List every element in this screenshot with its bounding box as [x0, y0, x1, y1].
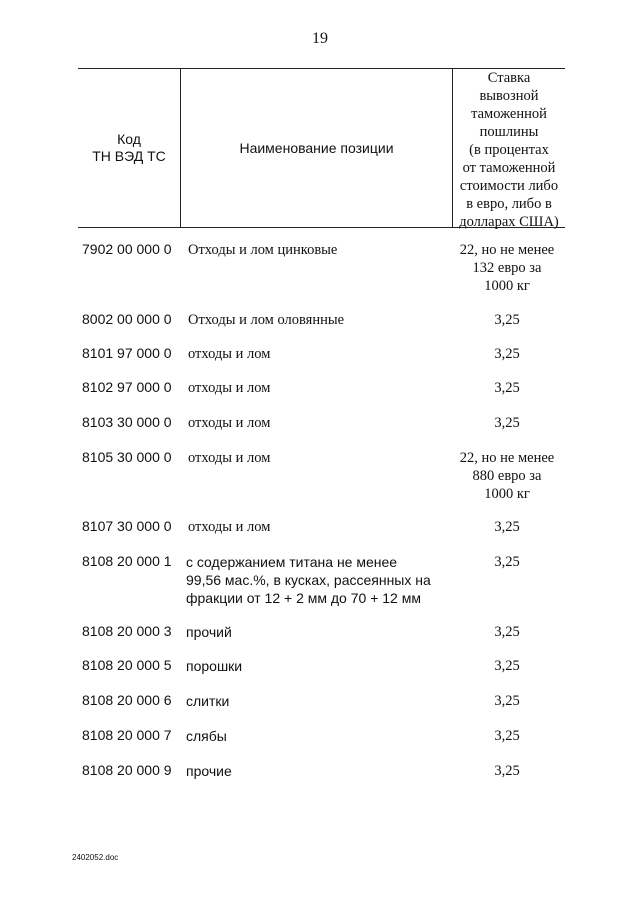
row-rate	[448, 553, 566, 571]
row-rate-line: 3,25	[494, 380, 520, 396]
row-code: 8101 97 000 0	[82, 345, 172, 361]
header-rate-line: (в процентах	[469, 142, 549, 158]
row-name	[188, 518, 423, 536]
row-rate-line: 3,25	[494, 415, 520, 431]
row-code: 8102 97 000 0	[82, 379, 172, 395]
header-rate-line: стоимости либо	[459, 178, 559, 194]
row-rate-line: 3,25	[494, 624, 520, 640]
row-name-line: прочий	[186, 624, 232, 640]
row-code: 8108 20 000 3	[82, 623, 172, 639]
row-name	[186, 553, 431, 607]
row-rate	[448, 727, 566, 745]
header-rate-line: Ставка	[487, 70, 531, 86]
table-header	[78, 68, 565, 228]
row-name-line: 99,56 мас.%, в кусках, рассеянных на	[186, 572, 431, 588]
header-name: Наименование позиции	[239, 139, 394, 156]
header-rate-line: в евро, либо в	[466, 196, 552, 212]
footer-filename: 2402052.doc	[72, 853, 119, 862]
row-code: 8103 30 000 0	[82, 414, 172, 430]
header-rate	[453, 69, 565, 230]
row-name-line: прочие	[186, 763, 232, 779]
row-name	[188, 241, 423, 259]
row-rate	[448, 623, 566, 641]
row-rate	[448, 449, 566, 503]
row-rate-line: 1000 кг	[484, 278, 530, 294]
row-name-line: порошки	[186, 658, 243, 674]
row-code: 7902 00 000 0	[82, 241, 172, 257]
row-name-line: отходы и лом	[188, 415, 271, 431]
row-name	[188, 311, 423, 329]
row-rate-line: 22, но не менее	[459, 242, 555, 258]
row-rate-line: 22, но не менее	[459, 450, 555, 466]
row-name	[186, 657, 421, 675]
row-rate	[448, 345, 566, 363]
row-rate	[448, 518, 566, 536]
row-name-line: отходы и лом	[188, 450, 271, 466]
row-rate	[448, 762, 566, 780]
row-name-line: с содержанием титана не менее	[186, 554, 398, 570]
row-rate-line: 3,25	[494, 763, 520, 779]
row-code: 8108 20 000 7	[82, 727, 172, 743]
row-name	[188, 449, 423, 467]
row-code: 8108 20 000 9	[82, 762, 172, 778]
row-rate	[448, 692, 566, 710]
row-rate-line: 3,25	[494, 693, 520, 709]
row-name	[186, 623, 421, 641]
row-rate-line: 3,25	[494, 658, 520, 674]
row-rate	[448, 657, 566, 675]
row-rate	[448, 414, 566, 432]
row-rate-line: 3,25	[494, 554, 520, 570]
header-rate-line: вывозной	[479, 88, 539, 104]
row-name-line: отходы и лом	[188, 519, 271, 535]
header-code	[78, 69, 180, 227]
row-name-line: отходы и лом	[188, 380, 271, 396]
row-rate	[448, 311, 566, 329]
row-rate-line: 3,25	[494, 346, 520, 362]
row-name	[188, 414, 423, 432]
row-name-line: отходы и лом	[188, 346, 271, 362]
row-name-line: Отходы и лом цинковые	[188, 242, 338, 258]
row-rate	[448, 241, 566, 295]
row-rate	[448, 379, 566, 397]
row-rate-line: 3,25	[494, 519, 520, 535]
row-code: 8105 30 000 0	[82, 449, 172, 465]
row-name-line: Отходы и лом оловянные	[188, 312, 345, 328]
header-code-line: ТН ВЭД ТС	[92, 148, 166, 164]
row-code: 8002 00 000 0	[82, 311, 172, 327]
row-name-line: фракции от 12 + 2 мм до 70 + 12 мм	[186, 590, 421, 606]
row-name	[188, 345, 423, 363]
row-name	[186, 727, 421, 745]
row-code: 8108 20 000 1	[82, 553, 172, 569]
page-number: 19	[312, 30, 328, 47]
row-rate-line: 132 евро за	[472, 260, 542, 276]
row-rate-line: 3,25	[494, 312, 520, 328]
row-name-line: слитки	[186, 693, 230, 709]
header-rate-line: пошлины	[479, 124, 539, 140]
row-code: 8107 30 000 0	[82, 518, 172, 534]
row-rate-line: 3,25	[494, 728, 520, 744]
row-code: 8108 20 000 5	[82, 657, 172, 673]
row-name	[188, 379, 423, 397]
row-rate-line: 1000 кг	[484, 486, 530, 502]
header-rate-line: от таможенной	[462, 160, 556, 176]
header-code-line: Код	[117, 131, 141, 147]
row-code: 8108 20 000 6	[82, 692, 172, 708]
header-rate-line: долларах США)	[459, 214, 559, 230]
header-rate-line: таможенной	[471, 106, 547, 122]
row-name	[186, 762, 421, 780]
row-name-line: слябы	[186, 728, 227, 744]
row-name	[186, 692, 421, 710]
row-rate-line: 880 евро за	[472, 468, 542, 484]
